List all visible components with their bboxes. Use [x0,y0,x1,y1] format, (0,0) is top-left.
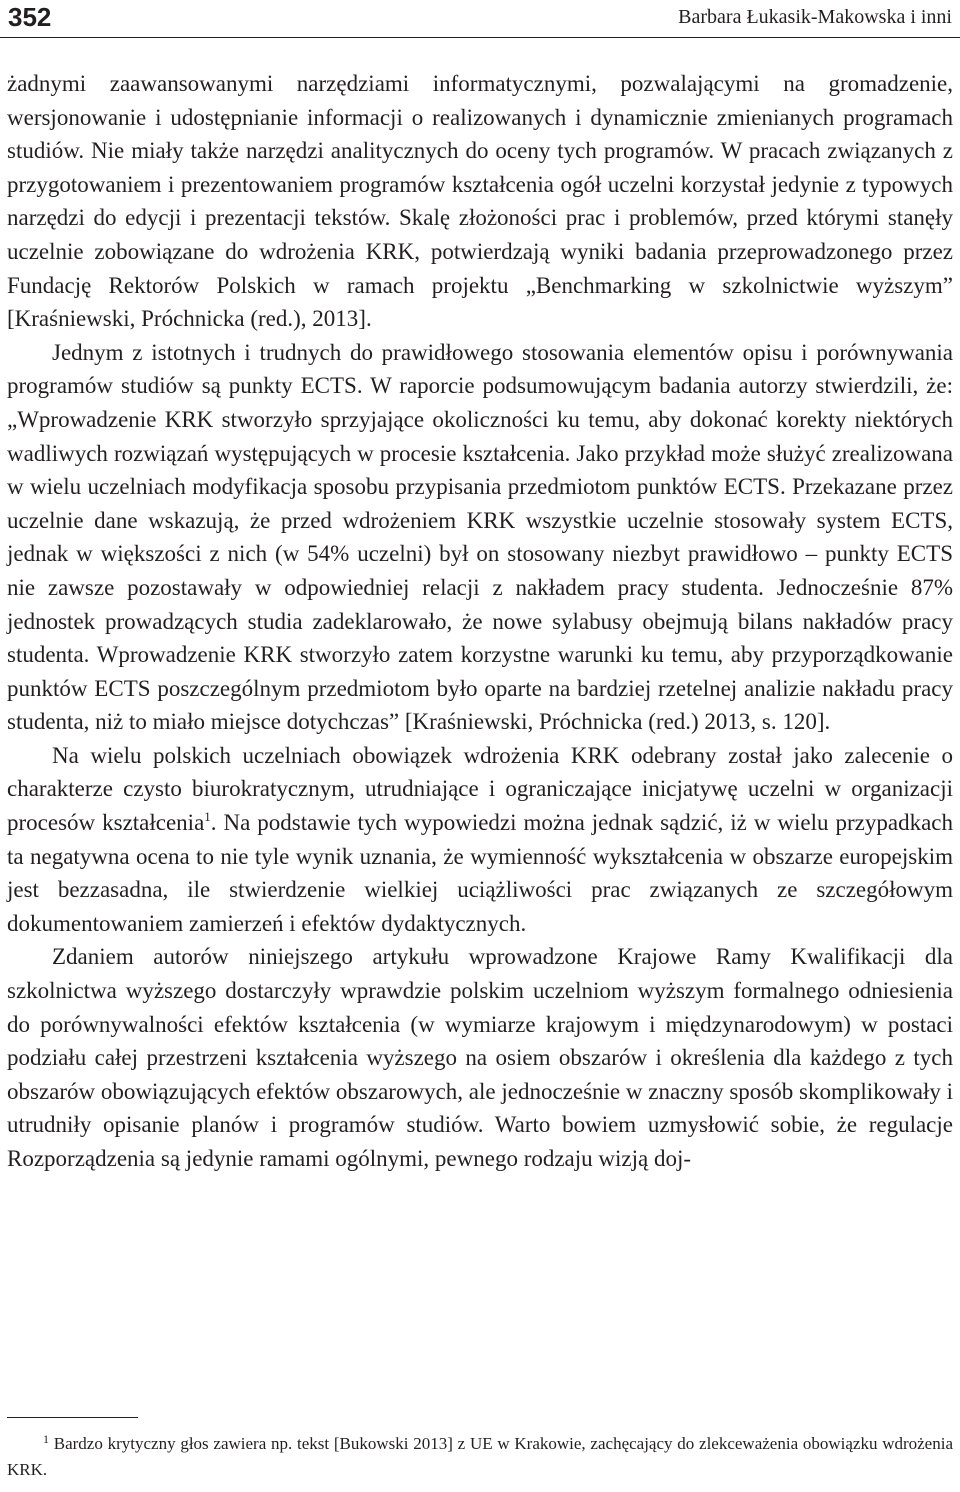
paragraph-2: Jednym z istotnych i trudnych do prawidłowego stosowania elementów opisu i porównywania programów studiów są punkty ECTS. W raporcie podsumowującym badania autorzy stwierdzili, że: „Wprowadzenie KRK stworzyło sprzyjające okoliczności ku temu, aby dokonać korekty niektórych wadliwych rozwiązań występujących w procesie kształcenia. Jako przykład może służyć zrealizowana w wielu uczelniach modyfikacja sposobu przypisania przedmiotom punktów ECTS. Przekazane przez uczelnie dane wskazują, że przed wdrożeniem KRK wszystkie uczelnie stosowały system ECTS, jednak w większości z nich (w 54% uczelni) był on stosowany niezbyt prawidłowo – punkty ECTS nie zawsze pozostawały w odpowiedniej relacji z nakładem pracy studenta. Jednocześnie 87% jednostek prowadzących studia zadeklarowało, że nowe sylabusy obejmują bilans nakładów pracy studenta. Wprowadzenie KRK stworzyło zatem korzystne warunki ku temu, aby przyporządkowanie punktów ECTS poszczególnym przedmiotom było oparte na bardziej rzetelnej analizie nakładu pracy studenta, niż to miało miejsce dotychczas” [Kraśniewski, Próchnicka (red.) 2013, s. 120]. [7,339,953,735]
running-head: Barbara Łukasik-Makowska i inni [678,6,952,28]
footnote [7,1431,953,1483]
page-number: 352 [8,2,52,32]
body-text [7,67,953,1176]
paragraph-3 [7,739,953,941]
paragraph-3-text-after-ref: . Na podstawie tych wypowiedzi można jednak sądzić, iż w wielu przypadkach ta negatywna ocena to nie tyle wynik uznania, że wymienność wykształcenia w obszarze europejskim jest bezzasadna, ile stwierdzenie wielkiej uciążliwości prac związanych ze szczegółowym dokumentowaniem zamierzeń i efektów dydaktycznych. [7,810,953,936]
paragraph-4: Zdaniem autorów niniejszego artykułu wprowadzone Krajowe Ramy Kwalifikacji dla szkolnictwa wyższego dostarczyły wprawdzie polskim uczelniom wyższym formalnego odniesienia do porównywalności efektów kształcenia (w wymiarze krajowym i międzynarodowym) w postaci podziału całej przestrzeni kształcenia wyższego na osiem obszarów i określenia dla każdego z tych obszarów obowiązujących efektów obszarowych, ale jednocześnie w znaczny sposób skomplikowały i utrudniły opisanie planów i programów studiów. Warto bowiem uzmysłowić sobie, że regulacje Rozporządzenia są jedynie ramami ogólnymi, pewnego rodzaju wizją doj- [7,944,953,1171]
paragraph-1: żadnymi zaawansowanymi narzędziami informatycznymi, pozwalającymi na gromadzenie, wersjonowanie i udostępnianie informacji o realizowanych i dynamicznie zmienianych programach studiów. Nie miały także narzędzi analitycznych do oceny tych programów. W pracach związanych z przygotowaniem i prezentowaniem programów kształcenia ogół uczelni korzystał jedynie z typowych narzędzi do edycji i prezentacji tekstów. Skalę złożoności prac i problemów, przed którymi stanęły uczelnie zobowiązane do wdrożenia KRK, potwierdzają wyniki badania przeprowadzonego przez Fundację Rektorów Polskich w ramach projektu „Benchmarking w szkolnictwie wyższym” [Kraśniewski, Próchnicka (red.), 2013]. [7,71,953,332]
header-rule [0,37,960,38]
paragraph-3-text-before-ref: Na wielu polskich uczelniach obowiązek wdrożenia KRK odebrany został jako zalecenie o charakterze czysto biurokratycznym, utrudniające i ograniczające inicjatywę uczelni w organizacji procesów kształcenia [7,742,953,836]
footnote-text: Bardzo krytyczny głos zawiera np. tekst [Bukowski 2013] z UE w Krakowie, zachęcający do zlekceważenia obowiązku wdrożenia KRK. [7,1434,954,1479]
footnote-marker: 1 [43,1432,49,1446]
page-header [0,0,960,38]
footnote-ref[interactable]: 1 [204,809,211,825]
footnote-separator [7,1417,138,1418]
